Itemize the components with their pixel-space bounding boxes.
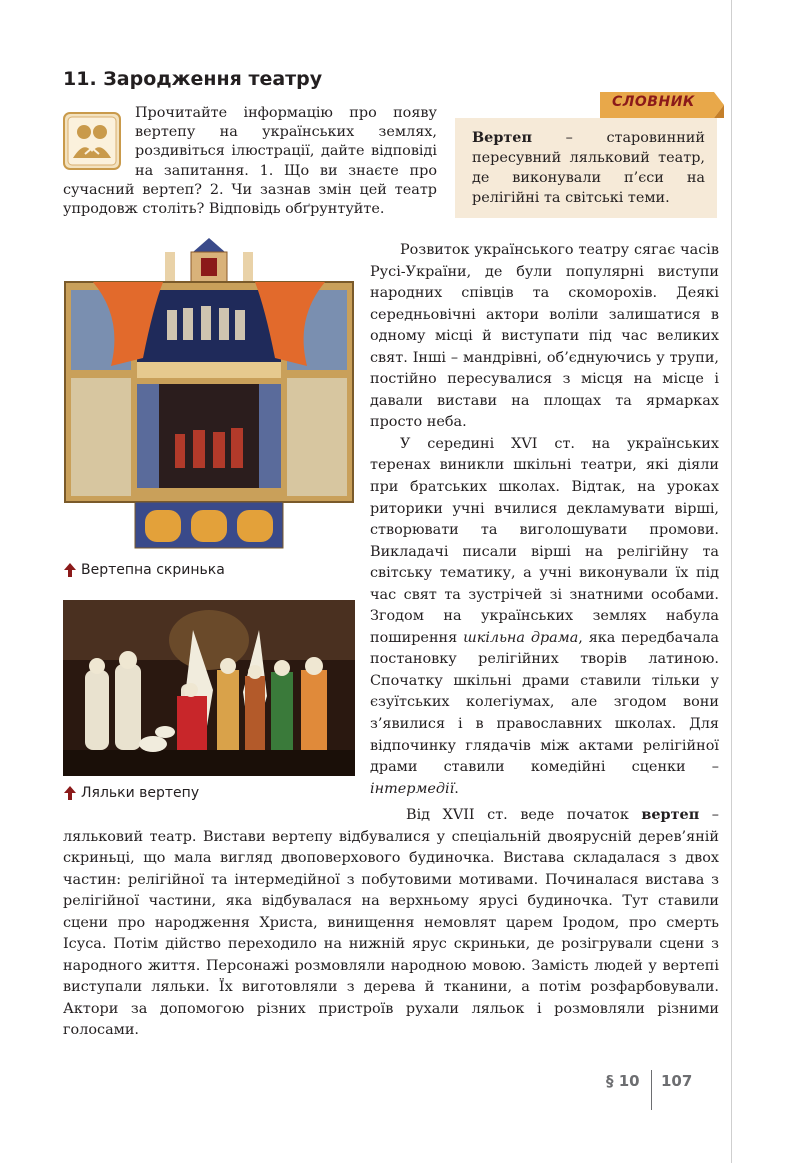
vertep-box-caption bbox=[63, 562, 225, 578]
glossary-term: Вертеп bbox=[472, 129, 532, 146]
paragraph-3 bbox=[63, 804, 719, 1042]
term-intermedia: інтермедії bbox=[370, 780, 455, 797]
body-full-text bbox=[63, 804, 719, 1042]
task-question-1: 1. Що ви знаєте про сучасний вертеп? bbox=[63, 162, 437, 198]
page-edge-rule bbox=[731, 0, 732, 1163]
task-intro: Прочитайте інформацію про появу вертепу на українських землях, роздивіться ілюстрації, дайте відповіді на запитання. bbox=[135, 105, 437, 179]
paragraph-2-part-a: У середині XVI ст. на українських теренах виникли шкільні театри, які діяли при братських школах. Відтак, на уроках риторики учні вчилися декламувати вірші, створювати та виголошувати промови. Викладачі писали вірші на релігійну та світську тематику, а учні виконували їх під час свят та зустрічей зі знатними особами. Згодом на українських землях набула поширення bbox=[370, 435, 719, 646]
vertep-dolls-caption bbox=[63, 785, 199, 801]
arrow-up-icon bbox=[63, 785, 77, 801]
footer-page-number: 107 bbox=[661, 1072, 693, 1090]
paragraph-1: Розвиток українського театру сягає часів Русі-України, де були популярні виступи народних співців та скоморохів. Деякі середньовічні актори воліли залишатися в одному місці й виступати під час великих свят. Інші – мандрівні, об’єднуючись у трупи, постійно пересувалися з місця на місце і давали вистави на площах та ярмарках просто неба. bbox=[370, 242, 719, 431]
term-school-drama: шкільна драма bbox=[463, 629, 579, 646]
paragraph-2-part-b: , яка передбачала постановку релігійних творів латиною. Спочатку шкільні драми ставили тільки у єзуїтських колегіумах, але згодом вони з’явилися і в православних школах. Для відпочинку глядачів між актами релігійної драми ставили комедійні сценки – bbox=[370, 629, 719, 776]
footer-separator bbox=[651, 1070, 652, 1110]
vertep-dolls-photo bbox=[63, 600, 355, 776]
vertep-dolls-caption-text: Ляльки вертепу bbox=[81, 785, 200, 801]
paragraph-2-part-c: . bbox=[454, 780, 459, 797]
vertep-box-caption-text: Вертепна скринька bbox=[81, 562, 225, 578]
paragraph-3-part-a: Від XVII ст. веде початок bbox=[406, 807, 642, 823]
section-title: 11. Зародження театру bbox=[63, 68, 323, 90]
vertep-box-photo bbox=[63, 238, 355, 550]
glossary-tag-label: СЛОВНИК bbox=[612, 94, 695, 110]
paragraph-3-part-b: – ляльковий театр. Вистави вертепу відбувалися у спеціальній двоярусній дерев’яній скриньці, що мала вигляд двоповерхового будиночка. Вистава складалася з двох частин: релігійної та інтермедійної з побутовими мотивами. Починалася вистава з релігійної частини, яка відбувалася на верхньому ярусі будиночка. Тут ставили сцени про народження Христа, винищення немовлят царем Іродом, про смерть Ісуса. Потім дійство переходило на нижній ярус скриньки, де розігрували сцени з народного життя. Персонажі розмовляли народною мовою. Замість людей у вертепі виступали ляльки. Їх виготовляли з дерева й тканини, а потім розфарбовували. Актори за допомогою різних пристроїв рухали ляльок і розмовляли різними голосами. bbox=[63, 807, 719, 1039]
glossary-definition bbox=[472, 128, 705, 208]
task-instructions bbox=[63, 104, 437, 219]
footer-section-number: § 10 bbox=[606, 1072, 640, 1090]
arrow-up-icon bbox=[63, 562, 77, 578]
term-vertep: вертеп bbox=[641, 806, 700, 823]
body-column-text bbox=[370, 240, 719, 800]
task-question-2: 2. Чи зазнав змін цей театр упродовж століть? Відповідь обґрунтуйте. bbox=[63, 181, 437, 218]
glossary-definition-text: – старовинний пересувний ляльковий театр, де виконували п’єси на релігійні та світські теми. bbox=[472, 130, 705, 206]
paragraph-2 bbox=[370, 434, 719, 800]
